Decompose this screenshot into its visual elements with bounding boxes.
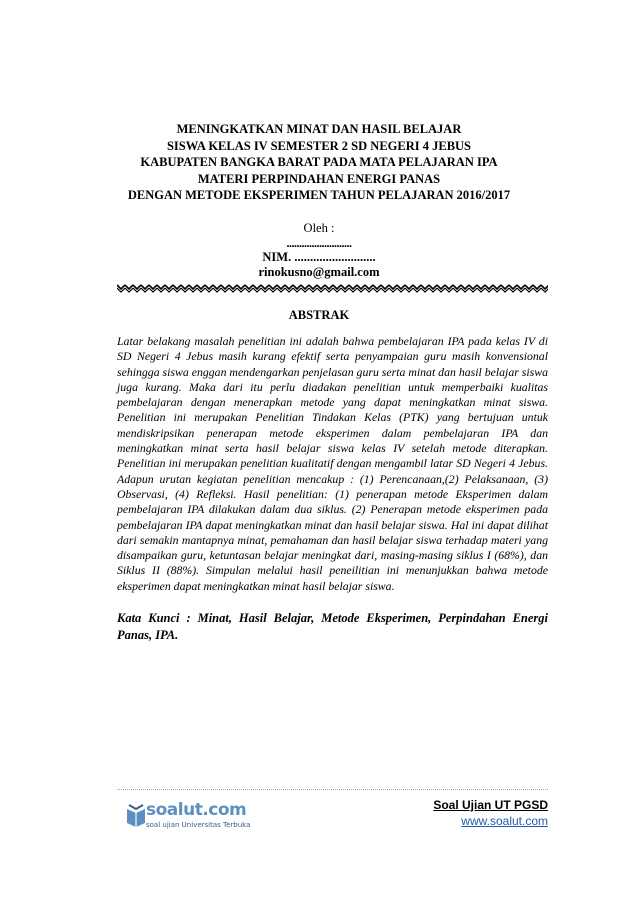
paper-title [100,121,538,204]
book-icon [124,801,148,829]
footer-divider [117,789,548,790]
title-line-1: MENINGKATKAN MINAT DAN HASIL BELAJAR [176,122,462,136]
soalut-logo[interactable] [124,797,264,833]
footer-site-link[interactable]: www.soalut.com [461,814,548,828]
logo-wordmark: soalut.com [146,800,247,820]
author-nim: NIM. .......................... [262,250,376,264]
title-line-3: KABUPATEN BANGKA BARAT PADA MATA PELAJARAN IPA [140,155,498,170]
author-by-label: Oleh : [303,221,335,235]
logo-tagline: soal ujian Universitas Terbuka [146,821,251,829]
title-line-5: DENGAN METODE EKSPERIMEN TAHUN PELAJARAN 2016/2017 [127,188,511,203]
footer-site-title[interactable]: Soal Ujian UT PGSD [433,798,548,812]
author-name: .......................... [286,236,352,250]
author-email: rinokusno@gmail.com [258,265,380,279]
abstract-body: Latar belakang masalah penelitian ini adalah bahwa pembelajaran IPA pada kelas IV di SD Negeri 4 Jebus masih kurang efektif serta penyampaian guru masih konvensional sehingga siswa enggan mendengarkan penjelasan guru serta minat dan hasil belajar siswa juga kurang. Maka dari itu perlu diadakan penelitian untuk memperbaiki kualitas pembelajaran dengan menerapkan metode yang dapat meningkatkan minat siswa. Penelitian ini merupakan Penelitian Tindakan Kelas (PTK) yang bertujuan untuk mendiskripsikan penerapan metode eksperimen dalam pembelajaran IPA dan meningkatkan minat serta hasil belajar siswa kelas IV setelah metode diterapkan. Penelitian ini merupakan penelitian kualitatif dengan mengambil latar SD Negeri 4 Jebus. Adapun urutan kegiatan penelitian mencakup : (1) Perencanaan,(2) Pelaksanaan, (3) Observasi, (4) Refleksi. Hasil penelitian: (1) penerapan metode Eksperimen dalam pembelajaran IPA dilakukan dalam dua siklus. (2) Penerapan metode eksperimen pada pembelajaran IPA dapat meningkatkan minat dan hasil belajar siswa. Hal ini dapat dilihat dari semakin mantapnya minat, pemahaman dan hasil belajar siswa terhadap materi yang disampaikan guru, ketuntasan belajar meningkat dari, masing-masing siklus I (68%), dan Siklus II (88%). Simpulan melalui hasil peneilitian ini menunjukkan bahwa metode eksperimen dapat meningkatkan minat hasil belajar siswa. [117,334,548,593]
title-line-4: MATERI PERPINDAHAN ENERGI PANAS [197,171,441,186]
wavy-divider [117,283,548,293]
keywords: Kata Kunci : Minat, Hasil Belajar, Metode Eksperimen, Perpindahan Energi Panas, IPA. [117,611,548,642]
title-line-2: SISWA KELAS IV SEMESTER 2 SD NEGERI 4 JEBUS [166,138,472,153]
abstract-heading: ABSTRAK [288,308,350,322]
